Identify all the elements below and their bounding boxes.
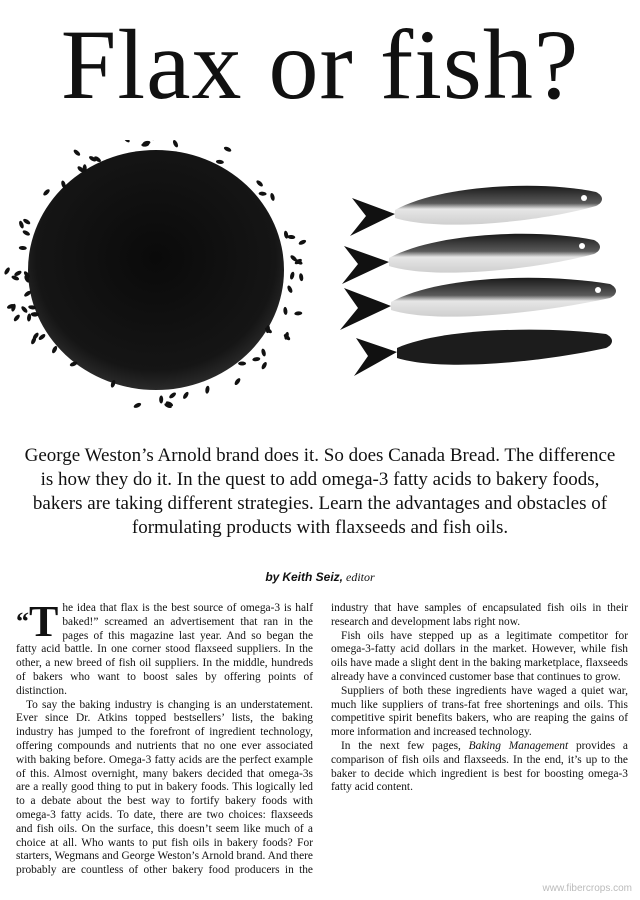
flaxseed: [122, 140, 130, 143]
flaxseed: [182, 391, 190, 400]
article-title: Flax or fish?: [60, 9, 580, 120]
flaxseed: [38, 333, 47, 341]
flaxseed: [19, 246, 27, 251]
paragraph-4: Suppliers of both these ingredients have waged a quiet war, much like suppliers of trans-fat free shortenings and oils. This competitive spirit benefits bakers, who are reaping the gains of more information and increased technology.: [331, 684, 628, 739]
fish-stack-image: [340, 186, 616, 376]
flaxseed: [20, 305, 28, 314]
flaxseed: [261, 348, 267, 357]
flaxseed: [255, 179, 264, 187]
flaxseed: [73, 149, 82, 157]
flaxseed: [283, 307, 288, 315]
publication-name: Baking Management: [468, 739, 569, 752]
byline-author: Keith Seiz,: [282, 570, 344, 584]
flaxseed: [13, 314, 21, 323]
flaxseed: [286, 285, 293, 294]
flaxseed: [22, 218, 31, 226]
paragraph-2: To say the baking industry is changing is an understatement. Ever since Dr. Atkins topped bestsellers’ lists, the baking industry has jumped to the forefront of ingredient technology, offering compounds and nutrients that no one ever associated with baking before. Omega-3 fatty acids are the perfect example of this. Almost overnight, many bakers decided that omega-3s are a really good thing to put in bakery foods. This logically led to a debate about the best way to fortify bakery foods with omega-3 fatty acids. To date, there are two choices: flaxseeds and fish oils. On the surface, this doesn’t seem like much of a choice at all. Who wants to put fish oils in bakery foods? For starters, Wegmans and George Weston’s Arnold brand. And there probably are countless of other bakery food producers in the industry that have samples of encapsulated fish oils in their research and development labs right now.: [16, 602, 628, 877]
flaxseed: [238, 362, 246, 366]
article-lede: George Weston’s Arnold brand does it. So does Canada Bread. The difference is how they do it. In the quest to add omega-3 fatty acids to bakery foods, bakers are taking different strategies. Learn the advantages and obstacles of formulating products with flaxseeds and fish oils.: [24, 445, 616, 538]
byline: [0, 570, 640, 585]
flaxseed: [287, 235, 295, 240]
illustration: [0, 140, 640, 430]
paragraph-1-text: he idea that flax is the best source of omega-3 is half baked!” screamed an advertisement that ran in the pages of this magazine last year. And so began the fatty acid battle. In one corner stood flaxseed suppliers. In the other, a new breed of fish oil suppliers. In the middle, hundreds of bakers who want to boost sales by offering points of distinction.: [16, 602, 313, 697]
paragraph-3: Fish oils have stepped up as a legitimate competitor for omega-3-fatty acid dollars in the market. However, while fish oils have made a slight dent in the baking marketplace, flaxseeds already have a convinced customer base that continues to grow.: [331, 629, 628, 683]
flaxseed: [299, 273, 304, 282]
flaxseed: [216, 159, 224, 164]
flaxseed: [252, 357, 260, 362]
paragraph-5: In the next few pages, Baking Management provides a comparison of fish oils and flaxseeds. In the end, it’s up to the baker to decide which ingredient is best for boosting omega-3 fatty acid content.: [331, 739, 628, 794]
flaxseed: [3, 267, 11, 276]
flaxseed: [289, 271, 295, 280]
drop-cap: “T: [16, 597, 59, 646]
flaxseed: [172, 140, 179, 148]
flaxseed-pile-image: [3, 140, 307, 409]
flaxseed: [234, 377, 242, 386]
flaxseed: [18, 220, 24, 229]
watermark: www.fibercrops.com: [542, 883, 632, 894]
byline-role: editor: [346, 570, 375, 584]
flaxseed: [270, 193, 276, 202]
byline-prefix: by: [265, 570, 280, 584]
paragraph-1: [16, 597, 313, 699]
flaxseed: [22, 229, 31, 236]
flaxseed: [51, 345, 58, 354]
article-body: [16, 597, 628, 892]
flaxseed: [42, 188, 51, 196]
flaxseed: [258, 191, 266, 196]
flaxseed: [168, 391, 177, 399]
flaxseed: [133, 402, 142, 409]
flaxseed: [261, 361, 268, 370]
flaxseed: [294, 311, 302, 316]
flaxseed: [205, 385, 210, 394]
flaxseed: [159, 395, 163, 403]
flaxseed: [223, 146, 232, 153]
flaxseed: [298, 239, 307, 246]
